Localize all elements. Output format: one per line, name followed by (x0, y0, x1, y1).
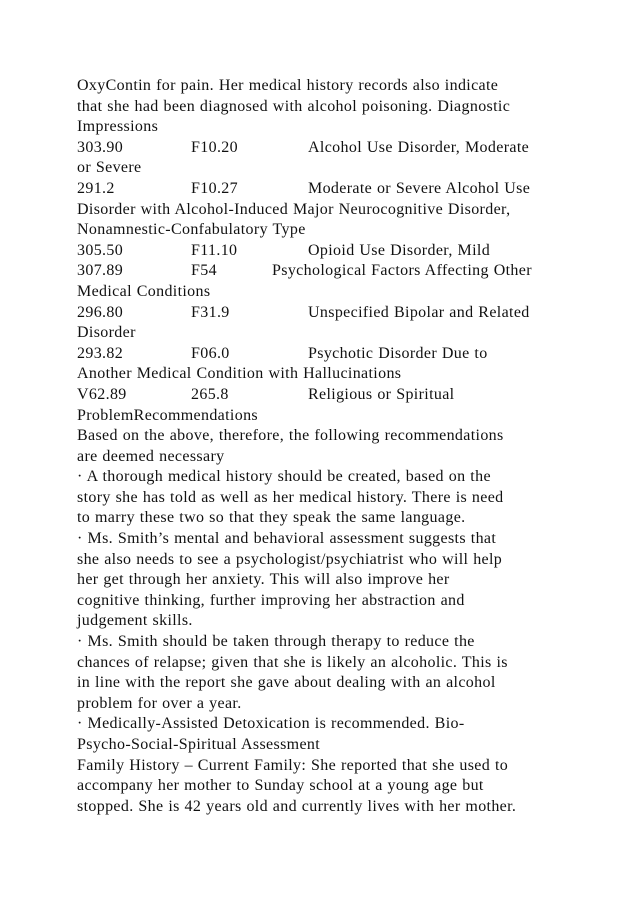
diagnosis-description: Opioid Use Disorder, Mild (308, 241, 491, 259)
diagnosis-description: Religious or Spiritual (308, 385, 455, 403)
text-line: are deemed necessary (77, 447, 225, 465)
text-line: accompany her mother to Sunday school at a young age but (77, 777, 484, 795)
diagnosis-row (77, 303, 597, 324)
text-line: Based on the above, therefore, the following recommendations (77, 427, 504, 445)
diagnosis-row (77, 138, 597, 159)
text-line: problem for over a year. (77, 694, 242, 712)
text-line: story she has told as well as her medical history. There is need (77, 488, 504, 506)
dsm-code: 307.89 (77, 262, 124, 280)
dsm-code: 296.80 (77, 303, 124, 321)
section-heading-diagnostic-impressions: Impressions (77, 118, 159, 136)
text-line: her get through her anxiety. This will also improve her (77, 571, 450, 589)
text-line: judgement skills. (77, 612, 193, 630)
text-line: that she had been diagnosed with alcohol poisoning. Diagnostic (77, 97, 511, 115)
diagnosis-row (77, 385, 597, 406)
diagnosis-description-continued: Nonamnestic-Confabulatory Type (77, 221, 306, 239)
text-line: stopped. She is 42 years old and currently lives with her mother. (77, 797, 517, 815)
diagnosis-description-continued: Another Medical Condition with Hallucinations (77, 365, 402, 383)
text-line: to marry these two so that they speak the same language. (77, 509, 466, 527)
diagnosis-description-continued: Disorder with Alcohol-Induced Major Neurocognitive Disorder, (77, 200, 511, 218)
dsm-code: 305.50 (77, 241, 124, 259)
icd-code: F31.9 (191, 303, 230, 321)
diagnosis-description-continued: Disorder (77, 324, 136, 342)
text-line: she also needs to see a psychologist/psychiatrist who will help (77, 550, 503, 568)
diagnosis-row (77, 179, 597, 200)
recommendation-bullet: · Medically-Assisted Detoxication is recommended. Bio- (77, 715, 465, 733)
icd-code: F06.0 (191, 344, 230, 362)
text-line: in line with the report she gave about dealing with an alcohol (77, 674, 496, 692)
text-line: Psycho-Social-Spiritual Assessment (77, 736, 321, 753)
diagnosis-description-continued: ProblemRecommendations (77, 406, 259, 424)
diagnosis-description: Moderate or Severe Alcohol Use (308, 179, 531, 197)
icd-code: 265.8 (191, 385, 229, 403)
dsm-code: V62.89 (77, 385, 127, 403)
diagnosis-row (77, 261, 597, 282)
text-line: cognitive thinking, further improving her abstraction and (77, 591, 465, 609)
diagnosis-row (77, 344, 597, 365)
diagnosis-description: Psychological Factors Affecting Other (272, 262, 532, 280)
icd-code: F54 (191, 262, 217, 280)
diagnosis-description-continued: Medical Conditions (77, 282, 211, 300)
recommendation-bullet: · A thorough medical history should be created, based on the (77, 468, 491, 486)
recommendation-bullet: · Ms. Smith should be taken through therapy to reduce the (77, 633, 475, 651)
icd-code: F10.27 (191, 179, 238, 197)
diagnosis-row (77, 241, 597, 262)
diagnosis-description: Psychotic Disorder Due to (308, 344, 488, 362)
text-line: chances of relapse; given that she is likely an alcoholic. This is (77, 653, 508, 671)
icd-code: F10.20 (191, 138, 238, 156)
diagnosis-description-continued: or Severe (77, 159, 142, 177)
text-line: Family History – Current Family: She reported that she used to (77, 756, 509, 774)
dsm-code: 293.82 (77, 344, 124, 362)
icd-code: F11.10 (191, 241, 238, 259)
diagnosis-description: Alcohol Use Disorder, Moderate (308, 138, 530, 156)
dsm-code: 291.2 (77, 179, 115, 197)
dsm-code: 303.90 (77, 138, 124, 156)
recommendation-bullet: · Ms. Smith’s mental and behavioral assessment suggests that (77, 530, 497, 548)
text-line: OxyContin for pain. Her medical history records also indicate (77, 77, 499, 94)
diagnosis-description: Unspecified Bipolar and Related (308, 303, 530, 321)
document-page (77, 76, 597, 817)
